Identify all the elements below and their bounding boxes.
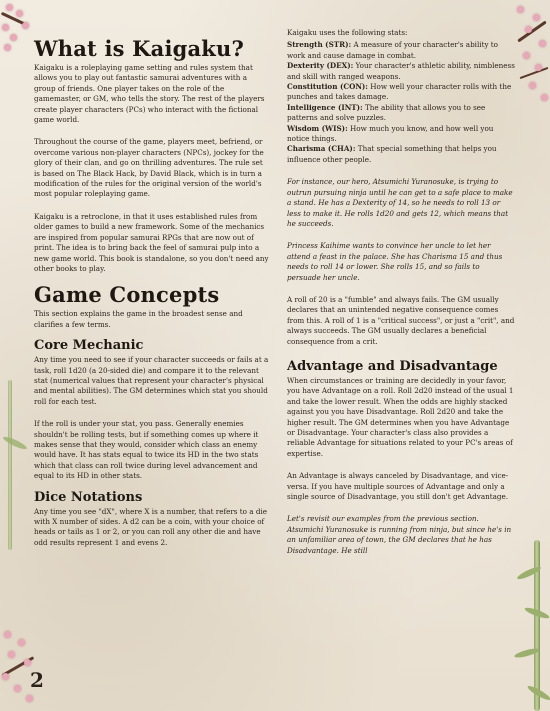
stat-dexterity: Dexterity (DEX): Your character's athletic ability, nimbleness and skill with ranged weapons. [287,61,515,81]
fumble-crit-paragraph: A roll of 20 is a "fumble" and always fails. The GM usually declares that an unintended negative consequence comes from this. A roll of 1 is a "critical success", or just a "crit", and always succeeds. The GM usually declares a beneficial consequence from a crit. [287,294,515,346]
intro-paragraph-3: Kaigaku is a retroclone, in that it uses established rules from older games to build a new framework. Some of the mechanics are inspired from popular samurai RPGs that are now out of print. The idea is to bring back the feel of samurai pulp into a new game world. This book is standalone, so you don't need any other books to play. [34,211,269,273]
advantage-paragraph-2: An Advantage is always canceled by Disadvantage, and vice-versa. If you have multiple sources of Advantage and only a single source of Disadvantage, you still don't get Advantage. [287,471,509,502]
stat-wisdom: Wisdom (WIS): How much you know, and how well you notice things. [287,123,494,144]
stat-intelligence: Intelligence (INT): The ability that allows you to see patterns and solve puzzles. [287,102,486,123]
core-mechanic-paragraph-2: If the roll is under your stat, you pass. Generally enemies shouldn't be rolling tests, but if something comes up where it makes sense that they would, consider which class an enemy would have. It has stats equal to twice its HD in the two stats which that class can roll twice during level advancement and equal to its HD in other stats. [34,419,259,481]
advantage-paragraph-1: When circumstances or training are decidedly in your favor, you have Advantage on a roll. Roll 2d20 instead of the usual 1 and take the lower result. When the odds are highly stacked against you you have Disadvantage. Roll 2d20 and take the higher result. The GM determines when you have Advantage or Disadvantage. Your character's class also provides a reliable Advantage for situations related to your PC's areas of expertise. [287,375,514,458]
right-column [287,28,515,564]
bamboo-bottom-right-decoration [520,540,550,711]
left-column [34,36,270,556]
dice-notations-paragraph: Any time you see "dX", where X is a number, that refers to a die with X number of sides. A d2 can be a coin, with your choice of heads or tails as 1 or 2, or you can roll any other die and have odd results represent 1 and evens 2. [34,506,267,547]
subsection-title-dice-notations: Dice Notations [34,489,143,505]
example-revisit: Let's revisit our examples from the previous section. Atsumichi Yuranosuke is running from ninja, but since he's in an unfamiliar area of town, the GM declares that he has Disadvantage. He still [287,514,512,555]
section-title-what-is-kaigaku: What is Kaigaku? [34,36,245,61]
stats-list [287,40,515,165]
subsection-title-core-mechanic: Core Mechanic [34,338,144,354]
section-title-game-concepts: Game Concepts [34,282,220,308]
stat-constitution: Constitution (CON): How well your character rolls with the punches and takes damage. [287,82,512,102]
stats-intro: Kaigaku uses the following stats: [287,28,408,37]
intro-paragraph-2: Throughout the course of the game, players meet, befriend, or overcome various non-player characters (NPCs), jockey for the glory of their clan, and go on thrilling adventures. The rule set is based on The Black Hack, by David Black, which is in turn a modification of the rules for the original version of the world's most popular roleplaying game. [34,137,264,199]
bamboo-left-decoration [2,380,22,550]
subsection-title-advantage: Advantage and Disadvantage [287,358,498,374]
intro-paragraph-1: Kaigaku is a roleplaying game setting and rules system that allows you to play out fantastic samurai adventures with a group of friends. One player takes on the role of the gamemaster, or GM, who tells the story. The rest of the players create player characters (PCs) who interact with the fictional game world. [34,63,265,125]
page-number: 2 [30,668,44,692]
example-atsumichi: For instance, our hero, Atsumichi Yuranosuke, is trying to outrun pursuing ninja until he can get to a safe place to make a stand. He has a Dexterity of 14, so he needs to roll 13 or less to make it. He rolls 1d20 and gets 12, which means that he succeeds. [287,177,513,228]
stat-strength: Strength (STR): A measure of your character's ability to work and cause damage in combat. [287,40,499,60]
stat-charisma: Charisma (CHA): That special something that helps you influence other people. [287,144,497,164]
example-kaihime: Princess Kaihime wants to convince her uncle to let her attend a feast in the palace. She has Charisma 15 and thus needs to roll 14 or lower. She rolls 15, and so fails to persuade her uncle. [287,241,503,282]
core-mechanic-paragraph-1: Any time you need to see if your character succeeds or fails at a task, roll 1d20 (a 20-sided die) and compare it to the relevant stat (numerical values that represent your character's physical and mental abilities). The GM determines which stat you should roll for each test. [34,355,269,406]
game-concepts-intro: This section explains the game in the broadest sense and clarifies a few terms. [34,309,243,329]
